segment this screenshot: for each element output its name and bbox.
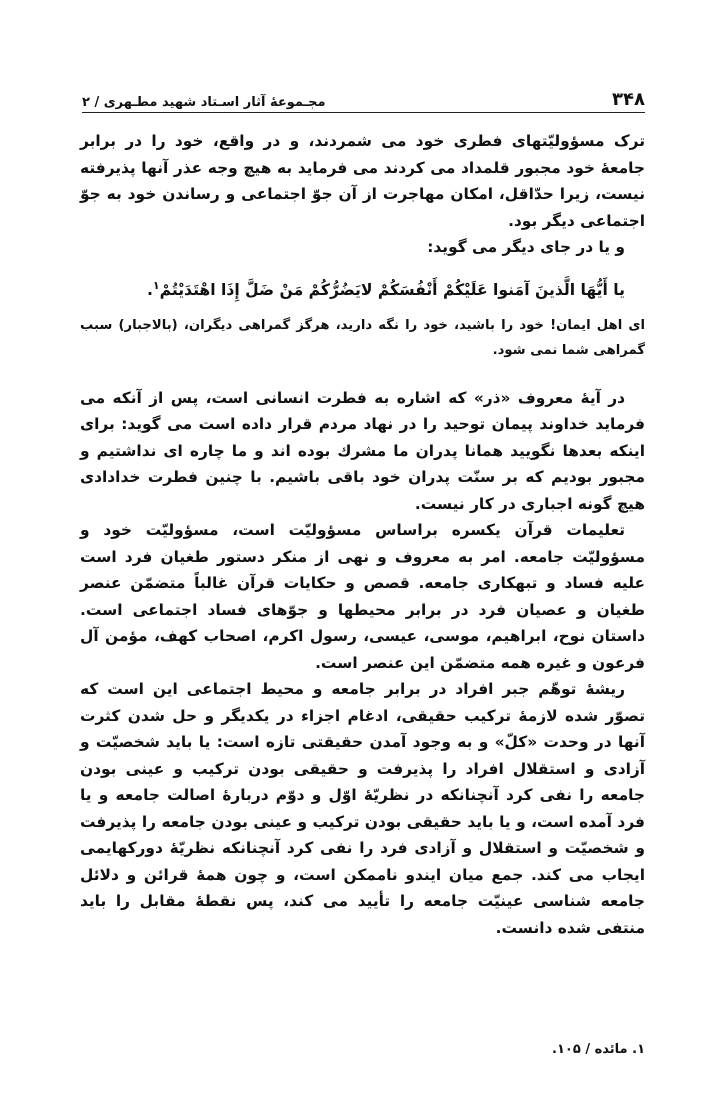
paragraph: و یا در جای دیگر می گوید: (427, 238, 625, 256)
quran-verse: یا أَیُّهَا الَّذینَ آمَنوا عَلَیْکُمْ أَنْفُسَکُمْ لایَضُرُّکُمْ مَنْ ضَلَّ إِذَا اهْتَدَیْتُمْ$^۱$. (146, 278, 625, 299)
footnote-reference: ۱ (152, 278, 160, 292)
paragraph: ریشهٔ توهّم جبر افراد در برابر جامعه و محیط اجتماعی این است که تصوّر شده لازمهٔ ترکیب حقیقی، ادغام اجزاء در یکدیگر و حل شدن کثرت آنها در وحدت «کلّ» و به وجود آمدن حقیقتی تازه است: یا باید شخصیّت و آزادی و استقلال افراد را پذیرفت و حقیقی بودن ترکیب و عینی بودن جامعه را نفی کرد آنچنانکه در نظریّهٔ اوّل و دوّم دربارهٔ اصالت جامعه و یا فرد آمده است، و یا باید حقیقی بودن ترکیب و عینی بودن جامعه را پذیرفت و شخصیّت و استقلال و آزادی فرد را نفی کرد آنچنانکه نظریّهٔ دورکهایمی ایجاب می کند. جمع میان ایندو ناممکن است، و چون همهٔ قرائن و دلائل جامعه شناسی عینیّت جامعه را تأیید می کند، پس نقطهٔ مقابل را باید منتفی شده دانست. (80, 680, 645, 937)
page-number: ۳۴۸ (612, 89, 645, 110)
paragraph-spacer (80, 363, 645, 385)
verse-translation: ای اهل ایمان! خود را باشید، خود را نگه دارید، هرگز گمراهی دیگران، (بالاجبار) سبب گمراهی شما نمی شود. (80, 317, 645, 358)
page-header (82, 86, 645, 113)
verse-text: یا أَیُّهَا الَّذینَ آمَنوا عَلَیْکُمْ أَنْفُسَکُمْ لایَضُرُّکُمْ مَنْ ضَلَّ إِذَا اهْتَدَیْتُمْ (159, 280, 625, 299)
running-title: مجـموعهٔ آثار اسـتاد شهید مطـهری / ۲ (82, 95, 326, 110)
footnote: ۱. مائده / ۱۰۵. (552, 1042, 645, 1057)
paragraph: در آیهٔ معروف «ذر» که اشاره به فطرت انسانی است، پس از آنکه می فرماید خداوند پیمان توحید را در نهاد مردم قرار داده است می گوید: برای اینکه بعدها نگویید همانا پدران ما مشرك بوده اند و ما چاره ای نداشتیم و مجبور بودیم که بر سنّت پدران خود باقی باشیم. با چنین فطرت خدادادی هیچ گونه اجباری در کار نیست. (80, 388, 645, 513)
paragraph: ترک مسؤولیّتهای فطری خود می شمردند، و در واقع، خود را در برابر جامعهٔ خود مجبور قلمداد می کردند می فرماید به هیچ وجه عذر آنها پذیرفته نیست، زیرا حدّاقل، امکان مهاجرت از آن جوّ اجتماعی و رساندن خود به جوّ اجتماعی دیگر بود. (80, 132, 645, 230)
page-body (80, 128, 645, 941)
paragraph: تعلیمات قرآن یکسره براساس مسؤولیّت است، مسؤولیّت خود و مسؤولیّت جامعه. امر به معروف و نهی از منکر دستور طغیان فرد است علیه فساد و تبهکاری جامعه. قصص و حکایات قرآن غالباً متضمّن عنصر طغیان و عصیان فرد در برابر محیطها و جوّهای فساد اجتماعی است. داستان نوح، ابراهیم، موسی، عیسی، رسول اکرم، اصحاب کهف، مؤمن آل فرعون و غیره همه متضمّن این عنصر است. (80, 521, 645, 672)
